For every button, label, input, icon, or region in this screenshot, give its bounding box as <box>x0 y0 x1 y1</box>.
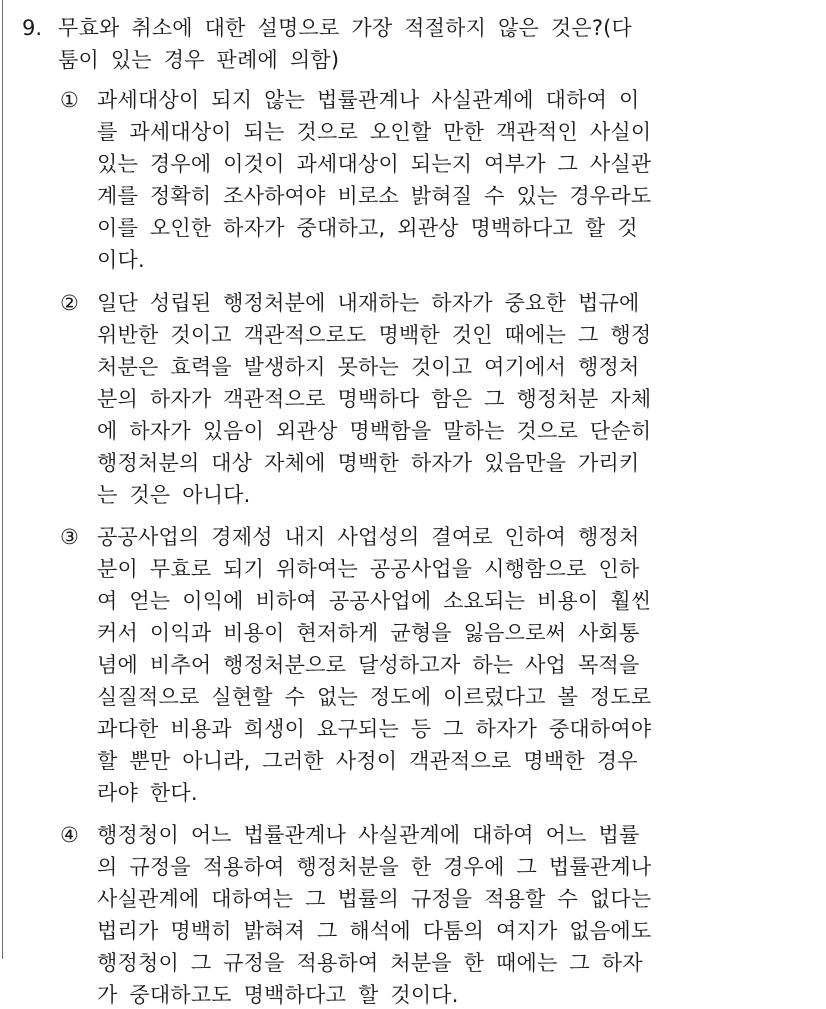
option-marker: ① <box>60 88 79 112</box>
option-text-line: 과다한 비용과 희생이 요구되는 등 그 하자가 중대하여야 <box>97 717 652 741</box>
option-text-line: 는 것은 아니다. <box>97 483 251 507</box>
question-text-line: 무효와 취소에 대한 설명으로 가장 적절하지 않은 것은?(다 <box>58 16 633 40</box>
left-border-rule <box>2 0 3 959</box>
option-text-line: 처분은 효력을 발생하지 못하는 것이고 여기에서 행정처 <box>97 355 640 379</box>
option-text-line: 가 중대하고도 명백하다고 할 것이다. <box>97 983 459 1007</box>
question-text-line: 툼이 있는 경우 판례에 의함) <box>58 48 340 72</box>
option-text-line: 위반한 것이고 객관적으로도 명백한 것인 때에는 그 행정 <box>97 323 652 347</box>
option-text-line: 실질적으로 실현할 수 없는 정도에 이르렀다고 볼 정도로 <box>97 685 652 709</box>
option-text-line: 과세대상이 되지 않는 법률관계나 사실관계에 대하여 이 <box>97 88 640 112</box>
option-text-line: 행정청이 그 규정을 적용하여 처분을 한 때에는 그 하자 <box>97 951 643 975</box>
option-text-line: 분이 무효로 되기 위하여는 공공사업을 시행함으로 인하 <box>97 557 640 581</box>
option-text-line: 공공사업의 경제성 내지 사업성의 결여로 인하여 행정처 <box>97 525 640 549</box>
option-marker: ③ <box>60 525 79 549</box>
option-text-line: 분의 하자가 객관적으로 명백하다 함은 그 행정처분 자체 <box>97 387 652 411</box>
question-number: 9. <box>22 16 43 40</box>
option-marker: ② <box>60 291 79 315</box>
option-text-line: 커서 이익과 비용이 현저하게 균형을 잃음으로써 사회통 <box>97 621 640 645</box>
option-text-line: 이다. <box>97 248 145 272</box>
option-text-line: 법리가 명백히 밝혀져 그 해석에 다툼의 여지가 없음에도 <box>97 919 652 943</box>
option-text-line: 행정처분의 대상 자체에 명백한 하자가 있음만을 가리키 <box>97 451 640 475</box>
option-text-line: 를 과세대상이 되는 것으로 오인할 만한 객관적인 사실이 <box>97 120 652 144</box>
option-text-line: 할 뿐만 아니라, 그러한 사정이 객관적으로 명백한 경우 <box>97 749 638 773</box>
option-text-line: 계를 정확히 조사하여야 비로소 밝혀질 수 있는 경우라도 <box>97 184 652 208</box>
option-text-line: 에 하자가 있음이 외관상 명백함을 말하는 것으로 단순히 <box>97 419 652 443</box>
option-text-line: 라야 한다. <box>97 781 198 805</box>
option-text-line: 있는 경우에 이것이 과세대상이 되는지 여부가 그 사실관 <box>97 152 652 176</box>
option-text-line: 념에 비추어 행정처분으로 달성하고자 하는 사업 목적을 <box>97 653 640 677</box>
option-marker: ④ <box>60 823 79 847</box>
option-text-line: 일단 성립된 행정처분에 내재하는 하자가 중요한 법규에 <box>97 291 640 315</box>
option-text-line: 사실관계에 대하여는 그 법률의 규정을 적용할 수 없다는 <box>97 887 652 911</box>
option-text-line: 행정청이 어느 법률관계나 사실관계에 대하여 어느 법률 <box>97 823 640 847</box>
option-text-line: 이를 오인한 하자가 중대하고, 외관상 명백하다고 할 것 <box>97 216 638 240</box>
option-text-line: 여 얻는 이익에 비하여 공공사업에 소요되는 비용이 훨씬 <box>97 589 652 613</box>
option-text-line: 의 규정을 적용하여 행정처분을 한 경우에 그 법률관계나 <box>97 855 652 879</box>
